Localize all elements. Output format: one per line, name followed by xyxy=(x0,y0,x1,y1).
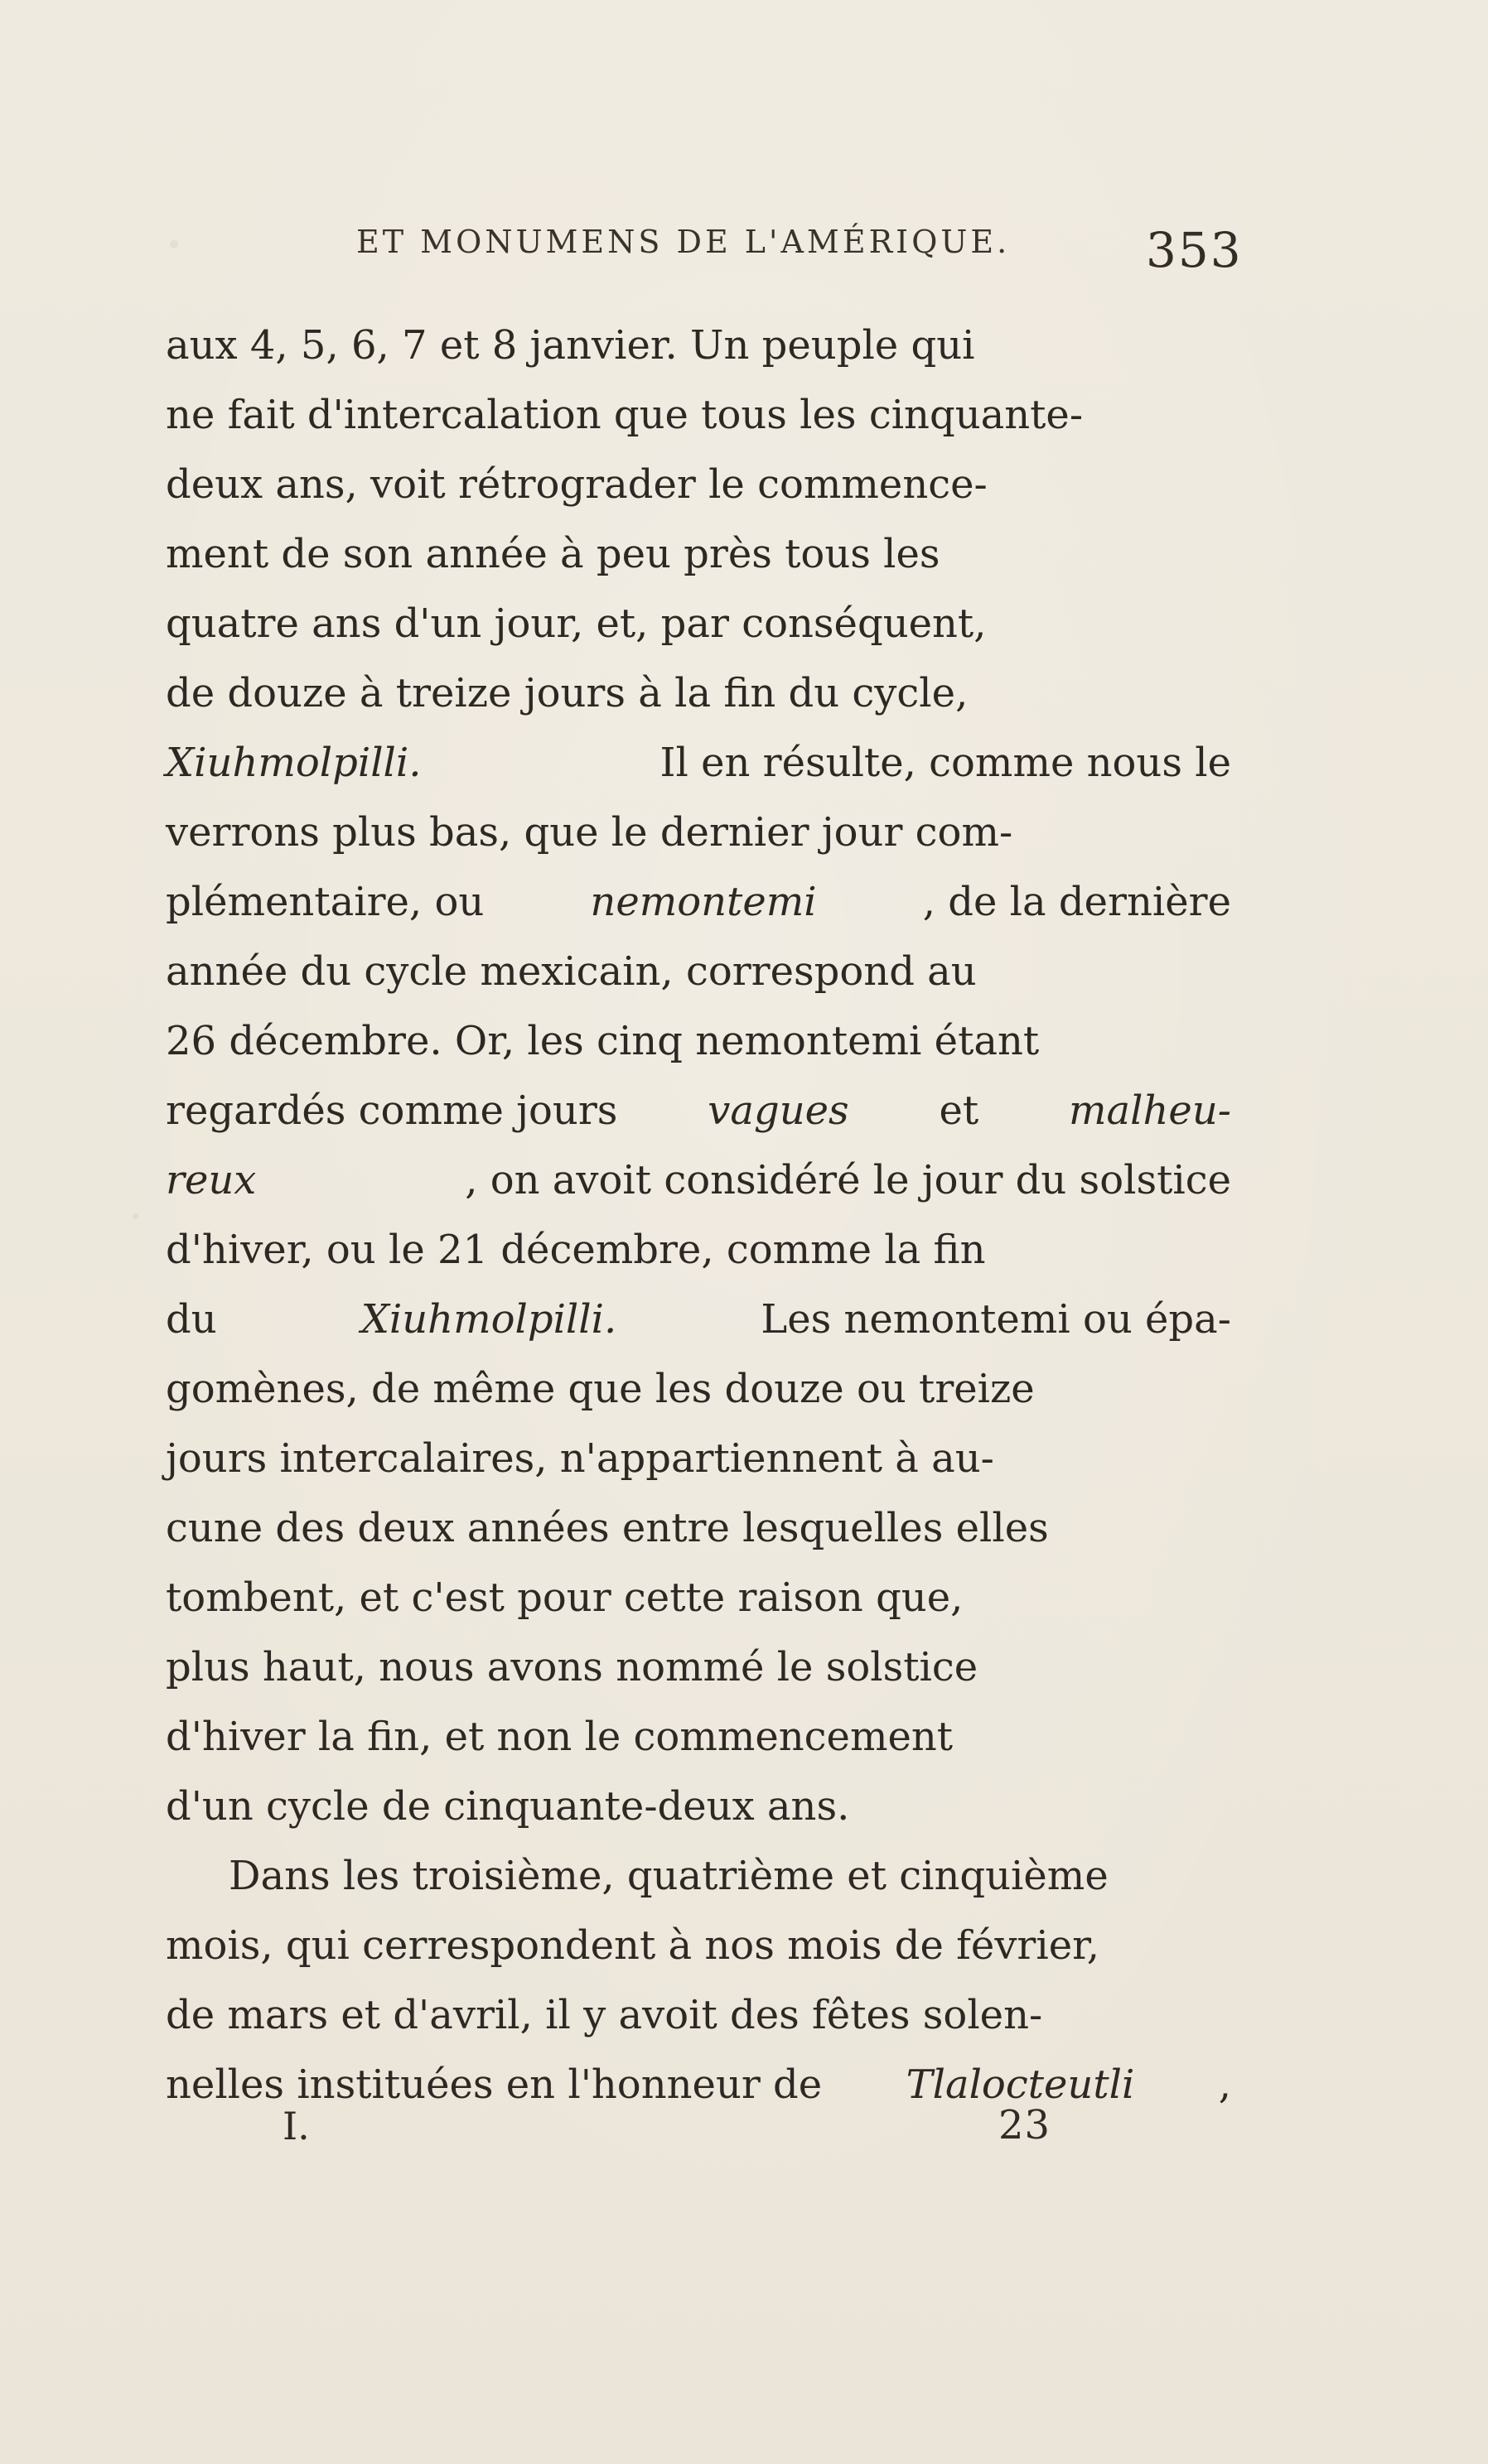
line-text: verrons plus bas, que le dernier jour com- xyxy=(166,809,1013,856)
line-text: quatre ans d'un jour, et, par conséquent, xyxy=(166,600,987,647)
text-line xyxy=(166,1563,1231,1632)
italic-term: Xiuhmolpilli. xyxy=(360,1296,617,1343)
line-text: , xyxy=(1218,2061,1231,2108)
text-line xyxy=(166,867,1231,937)
italic-term: nemontemi xyxy=(590,879,817,925)
line-text: ment de son année à peu près tous les xyxy=(166,531,940,577)
line-text: plémentaire, ou xyxy=(166,879,485,925)
line-text: cune des deux années entre lesquelles elles xyxy=(166,1505,1049,1551)
text-line xyxy=(166,380,1231,450)
text-line xyxy=(166,1076,1231,1145)
running-head: ET MONUMENS DE L'AMÉRIQUE. xyxy=(356,224,1011,260)
italic-term: Xiuhmolpilli. xyxy=(166,740,422,786)
paper-smudge xyxy=(133,1213,138,1219)
body-text xyxy=(166,311,1231,2119)
text-line xyxy=(166,798,1231,867)
line-text: année du cycle mexicain, correspond au xyxy=(166,948,977,995)
line-text: du xyxy=(166,1296,217,1343)
line-text: deux ans, voit rétrograder le commence- xyxy=(166,461,988,508)
line-text: de mars et d'avril, il y avoit des fêtes solen- xyxy=(166,1992,1043,2038)
italic-term: Tlalocteutli xyxy=(906,2061,1135,2108)
text-line xyxy=(166,1006,1231,1076)
text-line xyxy=(166,1841,1231,1911)
line-text: mois, qui cerrespondent à nos mois de février, xyxy=(166,1922,1100,1969)
text-line xyxy=(166,1424,1231,1493)
line-text: ne fait d'intercalation que tous les cinquante- xyxy=(166,392,1084,438)
text-line xyxy=(166,1493,1231,1563)
text-line xyxy=(166,728,1231,798)
signature-mark: I. xyxy=(283,2104,310,2148)
line-text: regardés comme jours xyxy=(166,1087,618,1134)
folio-number: 23 xyxy=(998,2102,1051,2148)
text-line xyxy=(166,1772,1231,1841)
text-line xyxy=(166,1354,1231,1424)
line-text: Dans les troisième, quatrième et cinquième xyxy=(229,1853,1109,1899)
line-text: de douze à treize jours à la fin du cycle, xyxy=(166,670,969,716)
line-text: d'hiver, ou le 21 décembre, comme la fin xyxy=(166,1227,986,1273)
line-text: , de la dernière xyxy=(922,879,1231,925)
text-line xyxy=(166,1215,1231,1285)
line-text: d'hiver la fin, et non le commencement xyxy=(166,1714,954,1760)
text-line xyxy=(166,519,1231,589)
line-text: d'un cycle de cinquante-deux ans. xyxy=(166,1783,850,1830)
text-line xyxy=(166,1145,1231,1215)
text-line xyxy=(166,1911,1231,1980)
line-text: tombent, et c'est pour cette raison que, xyxy=(166,1574,964,1621)
line-text: Il en résulte, comme nous le xyxy=(659,740,1231,786)
line-text: nelles instituées en l'honneur de xyxy=(166,2061,823,2108)
line-text: Les nemontemi ou épa- xyxy=(761,1296,1231,1343)
line-text: et xyxy=(939,1087,979,1134)
page-number: 353 xyxy=(1146,222,1243,278)
text-line xyxy=(166,1702,1231,1772)
text-line xyxy=(166,1980,1231,2050)
line-text: gomènes, de même que les douze ou treize xyxy=(166,1366,1035,1412)
line-text: , on avoit considéré le jour du solstice xyxy=(465,1157,1231,1203)
italic-term: reux xyxy=(166,1157,257,1203)
italic-term: malheu- xyxy=(1069,1087,1231,1134)
line-text: jours intercalaires, n'appartiennent à au- xyxy=(166,1435,994,1482)
line-text: 26 décembre. Or, les cinq nemontemi étant xyxy=(166,1018,1040,1064)
text-line xyxy=(166,658,1231,728)
paper-smudge xyxy=(170,240,178,248)
text-line xyxy=(166,937,1231,1006)
line-text: plus haut, nous avons nommé le solstice xyxy=(166,1644,978,1690)
text-line xyxy=(166,311,1231,380)
line-text: aux 4, 5, 6, 7 et 8 janvier. Un peuple qui xyxy=(166,322,975,369)
text-line xyxy=(166,450,1231,519)
text-line xyxy=(166,589,1231,658)
text-line xyxy=(166,2050,1231,2119)
text-line xyxy=(166,1632,1231,1702)
text-line xyxy=(166,1285,1231,1354)
italic-term: vagues xyxy=(708,1087,849,1134)
